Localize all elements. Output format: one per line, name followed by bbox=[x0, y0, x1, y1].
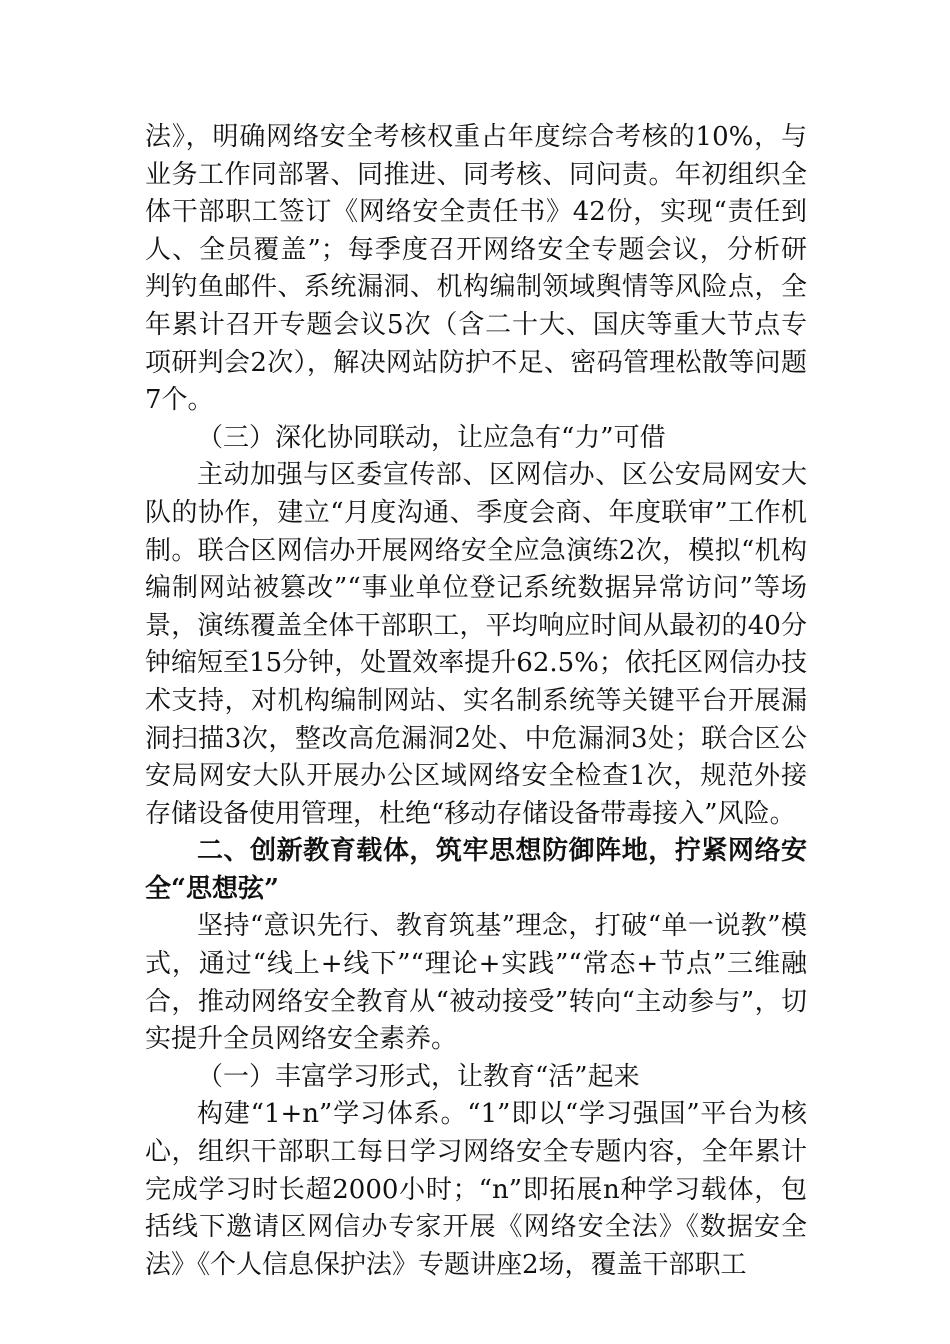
body-paragraph-3: 坚持“意识先行、教育筑基”理念，打破“单一说教”模式，通过“线上+线下”“理论+实践”“常态+节点”三维融合，推动网络安全教育从“被动接受”转向“主动参与”，切实提升全员网络安全素养。 bbox=[145, 911, 807, 1055]
section-subheading-3: （三）深化协同联动，让应急有“力”可借 bbox=[197, 422, 666, 453]
section-heading-2: 二、创新教育载体，筑牢思想防御阵地，拧紧网络安全“思想弦” bbox=[145, 836, 807, 904]
body-paragraph-4: 构建“1+n”学习体系。“1”即以“学习强国”平台为核心，组织干部职工每日学习网络安全专题内容，全年累计完成学习时长超2000小时；“n”即拓展n种学习载体，包括线下邀请区网信办专家开展《网络安全法》《数据安全法》《个人信息保护法》专题讲座2场，覆盖干部职工 bbox=[145, 1099, 807, 1280]
body-paragraph-2: 主动加强与区委宣传部、区网信办、区公安局网安大队的协作，建立“月度沟通、季度会商、年度联审”工作机制。联合区网信办开展网络安全应急演练2次，模拟“机构编制网站被篡改”“事业单位登记系统数据异常访问”等场景，演练覆盖全体干部职工，平均响应时间从最初的40分钟缩短至15分钟，处置效率提升62.5%；依托区网信办技术支持，对机构编制网站、实名制系统等关键平台开展漏洞扫描3次，整改高危漏洞2处、中危漏洞3处；联合区公安局网安大队开展办公区域网络安全检查1次，规范外接存储设备使用管理，杜绝“移动存储设备带毒接入”风险。 bbox=[145, 460, 807, 829]
document-page bbox=[145, 119, 807, 1284]
body-paragraph-1: 法》，明确网络安全考核权重占年度综合考核的10%，与业务工作同部署、同推进、同考核、同问责。年初组织全体干部职工签订《网络安全责任书》42份，实现“责任到人、全员覆盖”；每季度召开网络安全专题会议，分析研判钓鱼邮件、系统漏洞、机构编制领域舆情等风险点，全年累计召开专题会议5次（含二十大、国庆等重大节点专项研判会2次），解决网站防护不足、密码管理松散等问题7个。 bbox=[145, 122, 807, 416]
section-subheading-1: （一）丰富学习形式，让教育“活”起来 bbox=[197, 1061, 640, 1092]
